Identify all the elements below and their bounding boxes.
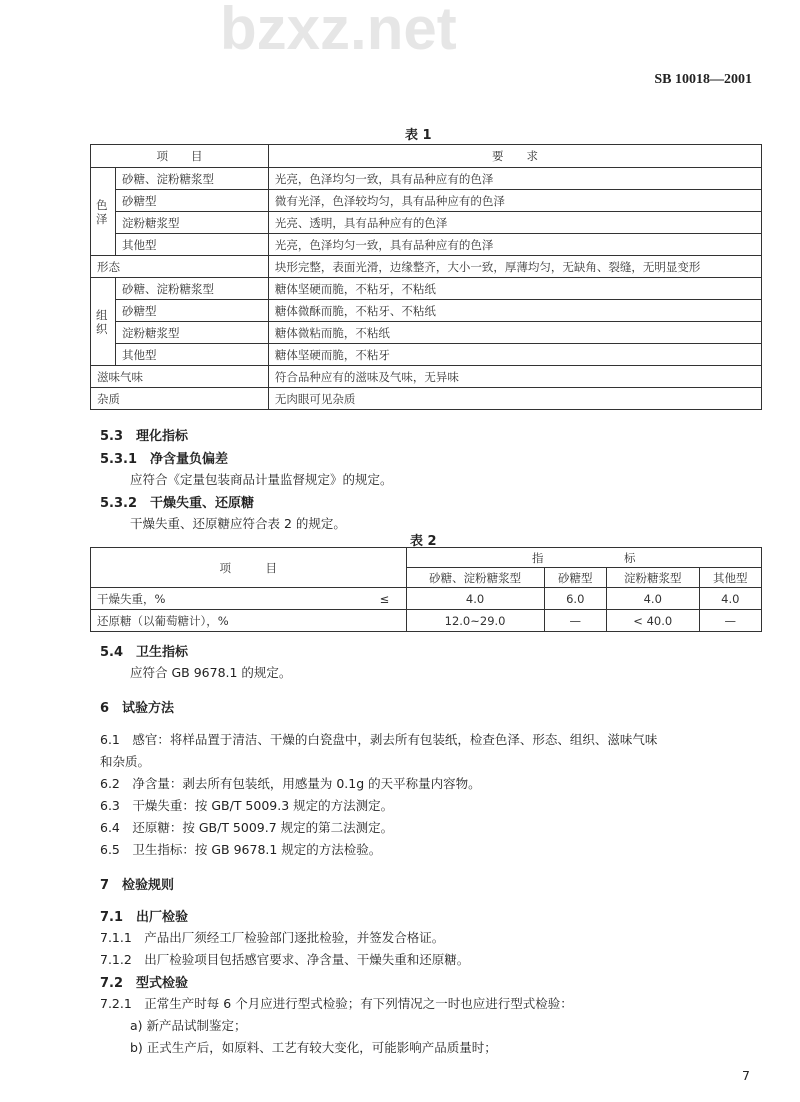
row-label: 砂糖、淀粉糖浆型: [116, 278, 269, 300]
table-row: [91, 168, 762, 190]
requirement-cell: 光亮，色泽均匀一致，具有品种应有的色泽: [268, 168, 761, 190]
paragraph: 6.1 感官：将样品置于清洁、干燥的白瓷盘中，剥去所有包装纸，检查色泽、形态、组织、滋味气味: [100, 732, 658, 747]
row-label: 杂质: [91, 388, 269, 410]
row-label: 形态: [91, 256, 269, 278]
requirement-cell: 无肉眼可见杂质: [268, 388, 761, 410]
paragraph: 6.5 卫生指标：按 GB 9678.1 规定的方法检验。: [100, 842, 382, 857]
row-label: 其他型: [116, 234, 269, 256]
section-5-3-1: 5.3.1 净含量负偏差: [100, 452, 229, 467]
list-item: b) 正式生产后，如原料、工艺有较大变化，可能影响产品质量时；: [130, 1040, 497, 1055]
operator: [374, 610, 407, 632]
table-row: [91, 548, 762, 568]
value-cell: —: [699, 610, 761, 632]
column-header: 淀粉糖浆型: [606, 568, 699, 588]
value-cell: 4.0: [699, 588, 761, 610]
paragraph: 应符合《定量包装商品计量监督规定》的规定。: [130, 472, 393, 487]
table-row: [91, 300, 762, 322]
requirement-cell: 微有光泽，色泽较均匀，具有品种应有的色泽: [268, 190, 761, 212]
column-header: 其他型: [699, 568, 761, 588]
row-group-label: 组织: [91, 278, 116, 366]
page-number: 7: [742, 1068, 750, 1083]
table-row: [91, 234, 762, 256]
requirement-cell: 糖体微酥而脆，不粘牙、不粘纸: [268, 300, 761, 322]
standard-number: SB 10018—2001: [654, 72, 752, 87]
column-header: 项 目: [91, 548, 407, 588]
requirement-cell: 糖体坚硬而脆，不粘牙: [268, 344, 761, 366]
table-row: [91, 610, 762, 632]
requirement-cell: 糖体坚硬而脆，不粘牙，不粘纸: [268, 278, 761, 300]
section-7-2: 7.2 型式检验: [100, 976, 189, 991]
requirement-cell: 光亮，色泽均匀一致，具有品种应有的色泽: [268, 234, 761, 256]
paragraph: 7.1.1 产品出厂须经工厂检验部门逐批检验，并签发合格证。: [100, 930, 445, 945]
row-label: 淀粉糖浆型: [116, 322, 269, 344]
paragraph: 7.1.2 出厂检验项目包括感官要求、净含量、干燥失重和还原糖。: [100, 952, 470, 967]
table-row: [91, 366, 762, 388]
row-label: 还原糖（以葡萄糖计），%: [91, 610, 374, 632]
paragraph: 和杂质。: [100, 754, 151, 769]
table-2: [90, 547, 762, 632]
requirement-cell: 糖体微粘而脆，不粘纸: [268, 322, 761, 344]
operator: ≤: [374, 588, 407, 610]
row-label: 砂糖型: [116, 300, 269, 322]
column-header: 砂糖型: [544, 568, 606, 588]
row-label: 淀粉糖浆型: [116, 212, 269, 234]
paragraph: 应符合 GB 9678.1 的规定。: [130, 665, 292, 680]
section-7-1: 7.1 出厂检验: [100, 910, 189, 925]
column-header: 要 求: [268, 145, 761, 168]
table-row: [91, 588, 762, 610]
list-item: a) 新产品试制鉴定；: [130, 1018, 247, 1033]
requirement-cell: 符合品种应有的滋味及气味，无异味: [268, 366, 761, 388]
section-7: 7 检验规则: [100, 878, 175, 893]
column-header: 项 目: [91, 145, 269, 168]
row-group-label: 色泽: [91, 168, 116, 256]
row-label: 砂糖型: [116, 190, 269, 212]
row-label: 砂糖、淀粉糖浆型: [116, 168, 269, 190]
value-cell: 12.0~29.0: [406, 610, 544, 632]
column-header: 砂糖、淀粉糖浆型: [406, 568, 544, 588]
value-cell: 4.0: [606, 588, 699, 610]
table-row: [91, 256, 762, 278]
paragraph: 干燥失重、还原糖应符合表 2 的规定。: [130, 516, 346, 531]
row-label: 滋味气味: [91, 366, 269, 388]
column-header: 指 标: [406, 548, 761, 568]
table-row: [91, 212, 762, 234]
table-row: [91, 388, 762, 410]
table-1: [90, 144, 762, 410]
table2-title: 表 2: [410, 534, 437, 549]
value-cell: < 40.0: [606, 610, 699, 632]
paragraph: 6.2 净含量：剥去所有包装纸，用感量为 0.1g 的天平称量内容物。: [100, 776, 481, 791]
table-row: [91, 344, 762, 366]
paragraph: 7.2.1 正常生产时每 6 个月应进行型式检验；有下列情况之一时也应进行型式检验：: [100, 996, 573, 1011]
paragraph: 6.4 还原糖：按 GB/T 5009.7 规定的第二法测定。: [100, 820, 394, 835]
value-cell: —: [544, 610, 606, 632]
section-6: 6 试验方法: [100, 701, 175, 716]
table-row: [91, 145, 762, 168]
value-cell: 4.0: [406, 588, 544, 610]
row-label: 干燥失重，%: [91, 588, 374, 610]
value-cell: 6.0: [544, 588, 606, 610]
table-row: [91, 322, 762, 344]
requirement-cell: 光亮、透明，具有品种应有的色泽: [268, 212, 761, 234]
paragraph: 6.3 干燥失重：按 GB/T 5009.3 规定的方法测定。: [100, 798, 394, 813]
section-5-3: 5.3 理化指标: [100, 429, 189, 444]
section-5-3-2: 5.3.2 干燥失重、还原糖: [100, 496, 255, 511]
table1-title: 表 1: [405, 128, 432, 143]
requirement-cell: 块形完整，表面光滑，边缘整齐，大小一致，厚薄均匀，无缺角、裂缝，无明显变形: [268, 256, 761, 278]
table-row: [91, 278, 762, 300]
watermark: bzxz.net: [220, 0, 457, 62]
table-row: [91, 190, 762, 212]
section-5-4: 5.4 卫生指标: [100, 645, 189, 660]
row-label: 其他型: [116, 344, 269, 366]
